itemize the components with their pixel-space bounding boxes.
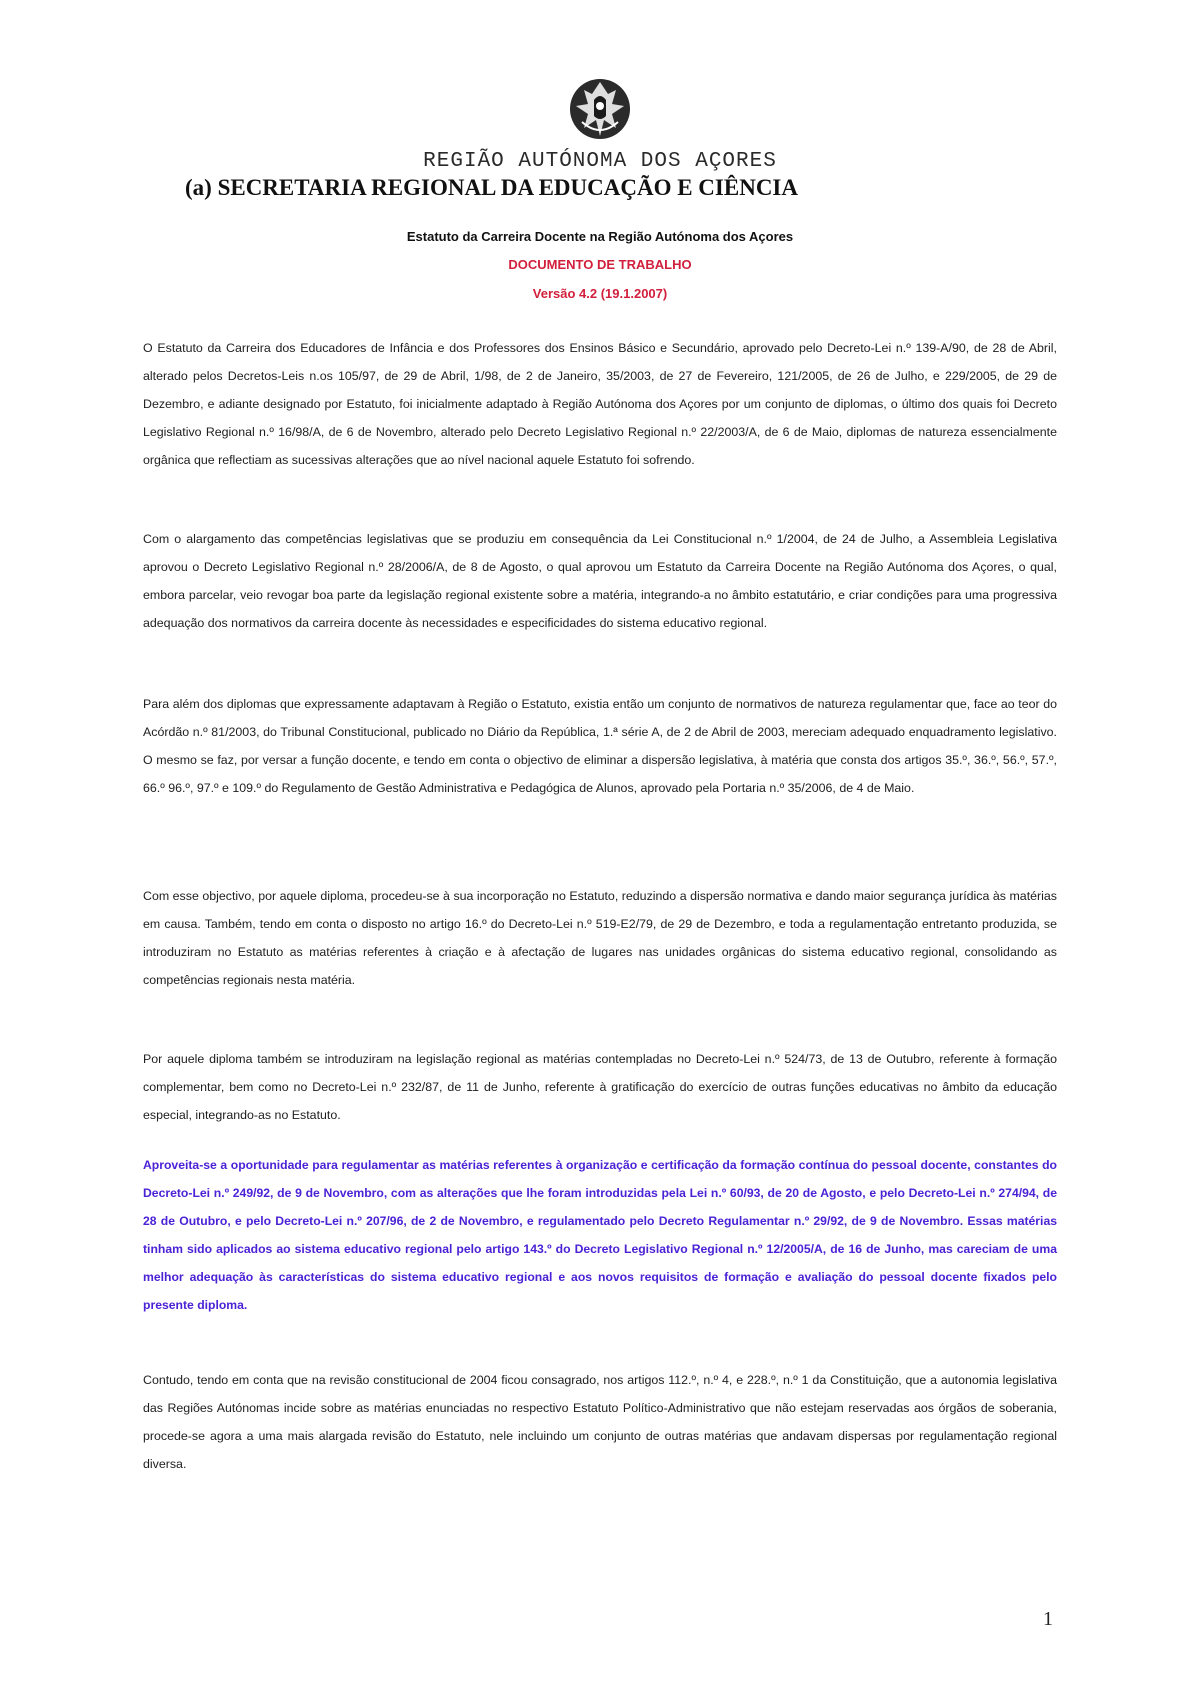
document-version: Versão 4.2 (19.1.2007) [532,286,668,301]
body-paragraph: Para além dos diplomas que expressamente adaptavam à Região o Estatuto, existia então um conjunto de normativos de natureza regulamentar que, face ao teor do Acórdão n.º 81/2003, do Tribunal Constitucional, publicado no Diário da República, 1.ª série A, de 2 de Abril de 2003, mereciam adequado enquadramento legislativo. O mesmo se faz, por versar a função docente, e tendo em conta o objectivo de eliminar a dispersão legislativa, à matéria que consta dos artigos 35.º, 36.º, 56.º, 57.º, 66.º 96.º, 97.º e 109.º do Regulamento de Gestão Administrativa e Pedagógica de Alunos, aprovado pela Portaria n.º 35/2006, de 4 de Maio. [143,697,1057,795]
coat-of-arms-icon [568,76,632,142]
body-paragraph: Contudo, tendo em conta que na revisão constitucional de 2004 ficou consagrado, nos artigos 112.º, n.º 4, e 228.º, n.º 1 da Constituição, que a autonomia legislativa das Regiões Autónomas incide sobre as matérias enunciadas no respectivo Estatuto Político-Administrativo que não estejam reservadas aos órgãos de soberania, procede-se agora a uma mais alargada revisão do Estatuto, nele incluindo um conjunto de outras matérias que andavam dispersas por regulamentação regional diversa. [143,1373,1057,1471]
body-paragraph: Por aquele diploma também se introduziram na legislação regional as matérias contempladas no Decreto-Lei n.º 524/73, de 13 de Outubro, referente à formação complementar, bem como no Decreto-Lei n.º 232/87, de 11 de Junho, referente à gratificação do exercício de outras funções educativas no âmbito da educação especial, integrando-as no Estatuto. [143,1052,1057,1122]
page-number: 1 [1043,1608,1053,1630]
body-paragraph: Com esse objectivo, por aquele diploma, procedeu-se à sua incorporação no Estatuto, reduzindo a dispersão normativa e dando maior segurança jurídica às matérias em causa. Também, tendo em conta o disposto no artigo 16.º do Decreto-Lei n.º 519-E2/79, de 29 de Dezembro, e toda a regulamentação entretanto produzida, se introduziram no Estatuto as matérias referentes à criação e à afectação de lugares nas unidades orgânicas do sistema educativo regional, consolidando as competências regionais nesta matéria. [143,889,1057,987]
document-title: Estatuto da Carreira Docente na Região Autónoma dos Açores [406,229,794,244]
document-subtitle: DOCUMENTO DE TRABALHO [508,257,692,272]
body-paragraph: O Estatuto da Carreira dos Educadores de Infância e dos Professores dos Ensinos Básico e Secundário, aprovado pelo Decreto-Lei n.º 139-A/90, de 28 de Abril, alterado pelos Decretos-Leis n.os 105/97, de 29 de Abril, 1/98, de 2 de Janeiro, 35/2003, de 27 de Fevereiro, 121/2005, de 26 de Julho, e 229/2005, de 29 de Dezembro, e adiante designado por Estatuto, foi inicialmente adaptado à Região Autónoma dos Açores por um conjunto de diplomas, o último dos quais foi Decreto Legislativo Regional n.º 16/98/A, de 6 de Novembro, alterado pelo Decreto Legislativo Regional n.º 22/2003/A, de 6 de Maio, diplomas de natureza essencialmente orgânica que reflectiam as sucessivas alterações que ao nível nacional aquele Estatuto foi sofrendo. [143,341,1057,467]
region-heading: REGIÃO AUTÓNOMA DOS AÇORES [423,150,777,173]
secretaria-heading: (a) SECRETARIA REGIONAL DA EDUCAÇÃO E CIÊNCIA [185,175,798,200]
body-paragraph: Com o alargamento das competências legislativas que se produziu em consequência da Lei Constitucional n.º 1/2004, de 24 de Julho, a Assembleia Legislativa aprovou o Decreto Legislativo Regional n.º 28/2006/A, de 8 de Agosto, o qual aprovou um Estatuto da Carreira Docente na Região Autónoma dos Açores, o qual, embora parcelar, veio revogar boa parte da legislação regional existente sobre a matéria, integrando-a no âmbito estatutário, e criar condições para uma progressiva adequação dos normativos da carreira docente às necessidades e especificidades do sistema educativo regional. [143,532,1057,630]
highlighted-paragraph: Aproveita-se a oportunidade para regulamentar as matérias referentes à organização e certificação da formação contínua do pessoal docente, constantes do Decreto-Lei n.º 249/92, de 9 de Novembro, com as alterações que lhe foram introduzidas pela Lei n.º 60/93, de 20 de Agosto, e pelo Decreto-Lei n.º 274/94, de 28 de Outubro, e pelo Decreto-Lei n.º 207/96, de 2 de Novembro, e regulamentado pelo Decreto Regulamentar n.º 29/92, de 9 de Novembro. Essas matérias tinham sido aplicados ao sistema educativo regional pelo artigo 143.º do Decreto Legislativo Regional n.º 12/2005/A, de 16 de Junho, mas careciam de uma melhor adequação às características do sistema educativo regional e aos novos requisitos de formação e avaliação do pessoal docente fixados pelo presente diploma. [143,1158,1057,1312]
